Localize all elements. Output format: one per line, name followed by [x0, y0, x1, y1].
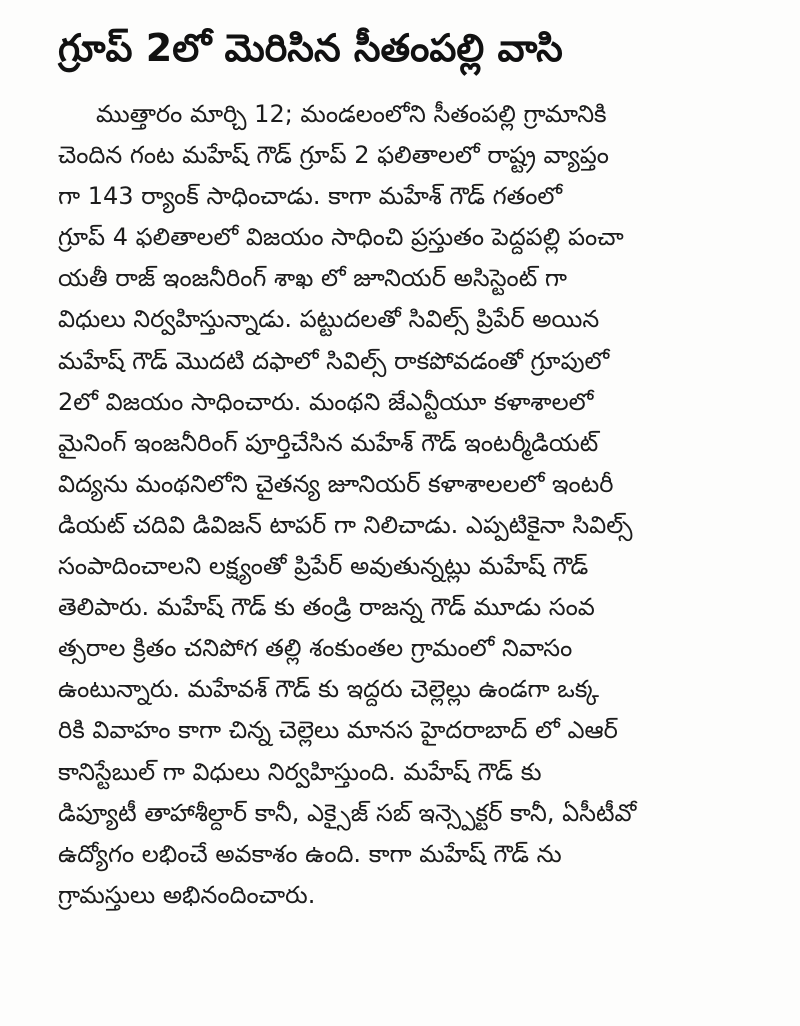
article-line: చెందిన గంట మహేష్ గౌడ్ గ్రూప్ 2 ఫలితాలలో రాష్ట్ర వ్యాప్తం [58, 141, 609, 170]
article-line: డిప్యూటీ తాహాశీల్దార్ కానీ, ఎక్సైజ్ సబ్ ఇన్స్పెక్టర్ కానీ, ఏసీటీవో [58, 798, 637, 827]
article-line: గ్రామస్తులు అభినందించారు. [58, 880, 316, 909]
article-line: గా 143 ర్యాంక్ సాధించాడు. కాగా మహేశ్ గౌడ్ గతంలో [58, 182, 563, 211]
article-line: యతీ రాజ్ ఇంజనీరింగ్ శాఖ లో జూనియర్ అసిస్టెంట్ గా [58, 264, 567, 293]
article-line: ఉంటున్నారు. మహేవశ్ గౌడ్ కు ఇద్దరు చెల్లెల్లు ఉండగా ఒక్క [58, 675, 599, 704]
headline: గ్రూప్ 2లో మెరిసిన సీతంపల్లి వాసి [58, 26, 563, 70]
article-line: డియట్ చదివి డివిజన్ టాపర్ గా నిలిచాడు. ఎప్పటికైనా సివిల్స్ [58, 510, 633, 539]
article-line: గ్రూప్ 4 ఫలితాలలో విజయం సాధించి ప్రస్తుతం పెద్దపల్లి పంచా [58, 223, 624, 252]
cut-off-next-headline [62, 1008, 442, 1026]
article-line: 2లో విజయం సాధించారు. మంథని జేఎన్టీయూ కళాశాలలో [58, 387, 594, 416]
article-line: కానిస్టేబుల్ గా విధులు నిర్వహిస్తుంది. మహేష్ గౌడ్ కు [58, 757, 542, 786]
cut-off-top-text [40, 0, 760, 10]
article-line: విధులు నిర్వహిస్తున్నాడు. పట్టుదలతో సివిల్స్ ప్రిపేర్ అయిన [58, 305, 600, 334]
article-line: సంపాదించాలని లక్ష్యంతో ప్రిపేర్ అవుతున్నట్లు మహేష్ గౌడ్ [58, 552, 589, 581]
article-line: త్సరాల క్రితం చనిపోగ తల్లి శంకుంతల గ్రామంలో నివాసం [58, 634, 573, 663]
article-line: ముత్తారం మార్చి 12; మండలంలోని సీతంపల్లి గ్రామానికి [96, 100, 607, 128]
article-line: తెలిపారు. మహేష్ గౌడ్ కు తండ్రి రాజన్న గౌడ్ మూడు సంవ [58, 593, 595, 622]
article-line: రికి వివాహం కాగా చిన్న చెల్లెలు మానస హైదరాబాద్ లో ఎఆర్ [58, 716, 618, 745]
article-body [58, 94, 758, 916]
article-line: మైనింగ్ ఇంజనీరింగ్ పూర్తిచేసిన మహేశ్ గౌడ్ ఇంటర్మీడియట్ [58, 428, 599, 457]
article-line: ఉద్యోగం లభించే అవకాశం ఉంది. కాగా మహేష్ గౌడ్ ను [58, 839, 562, 868]
article-line: మహేష్ గౌడ్ మొదటి దఫాలో సివిల్స్ రాకపోవడంతో గ్రూపులో [58, 346, 610, 375]
article-line: విద్యను మంథనిలోని చైతన్య జూనియర్ కళాశాలలలో ఇంటరీ [58, 469, 614, 498]
